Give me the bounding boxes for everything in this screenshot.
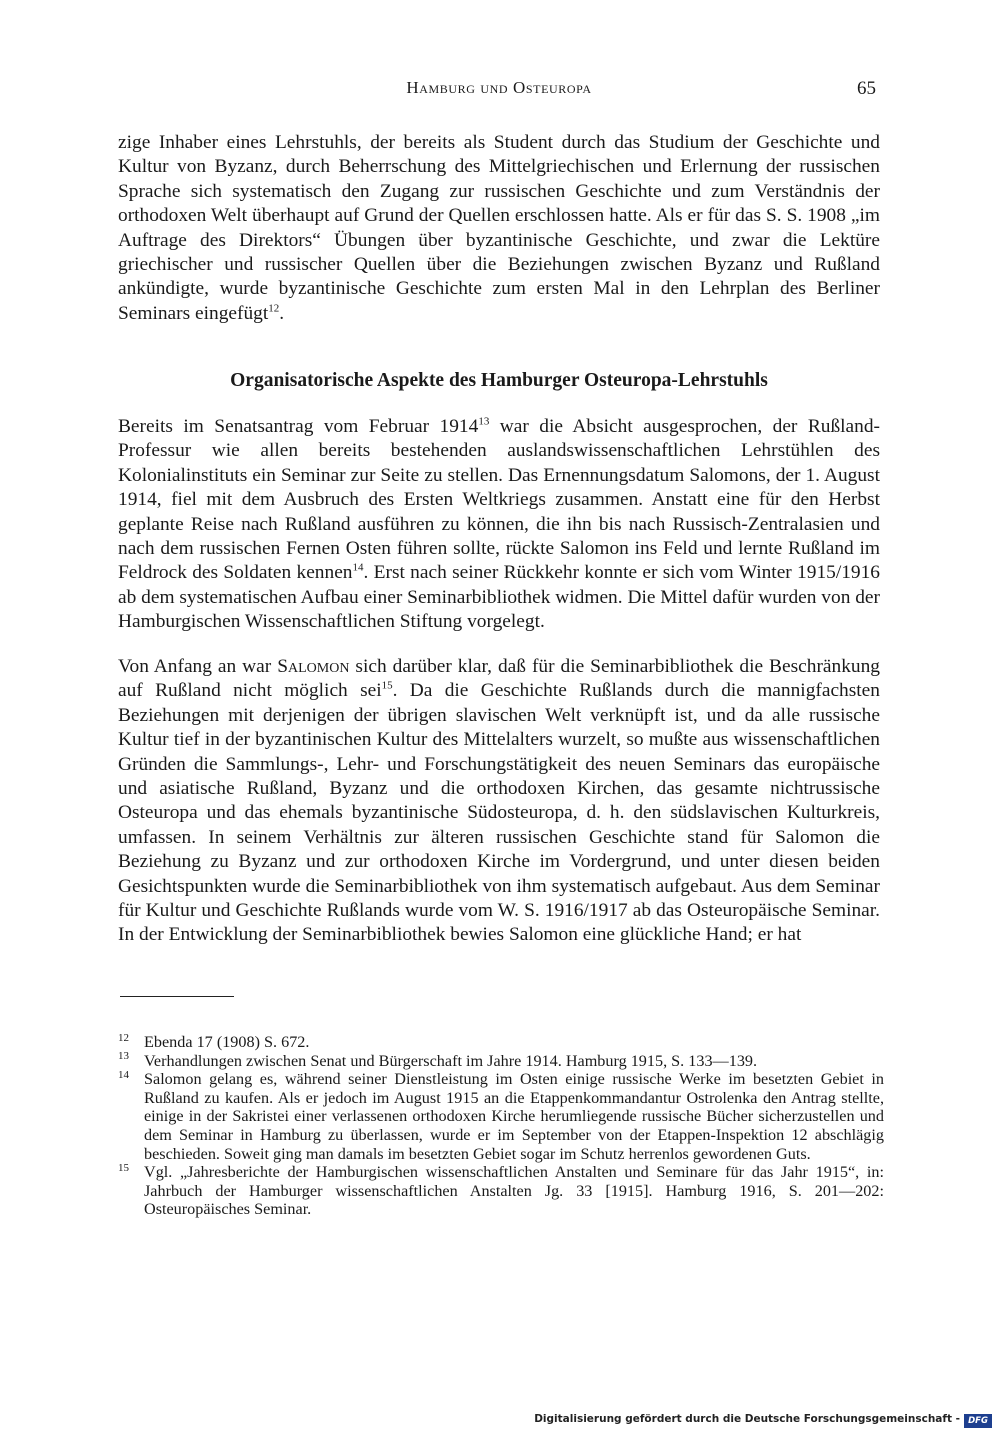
footnote: 13 Verhandlungen zwischen Senat und Bürgerschaft im Jahre 1914. Hamburg 1915, S. 133—139. [118, 1050, 758, 1070]
footnote-ref-12[interactable]: 12 [268, 302, 280, 315]
paragraph-text: . Da die Geschichte Rußlands durch die mannigfachsten Beziehungen mit derjenigen der übrigen slavischen Welt verknüpft ist, und da alle russische Kultur tief in der byzantinischen Kultur des Mittelalters wurzelt, so mußte aus wissenschaftlichen Gründen die Sammlungs-, Lehr- und Forschungstätigkeit des neuen Seminars das europäische und asiatische Rußland, Byzanz und die orthodoxen Kirchen, das gesamte nichtrussische Osteuropa und das ehemals byzantinische Südosteuropa, d. h. den südslavischen Kulturkreis, umfassen. In seinem Verhältnis zur älteren russischen Geschichte stand für Salomon die Beziehung zu Byzanz und zur orthodoxen Kirche im Vordergrund, und unter diesen beiden Gesichtspunkten wurde die Seminarbibliothek von ihm systematisch aufgebaut. Aus dem Seminar für Kultur und Geschichte Rußlands wurde vom W. S. 1916/1917 ab das Osteuropäische Seminar. In der Entwicklung der Seminarbibliothek bewies Salomon eine glückliche Hand; er hat [118, 680, 880, 946]
footnote-ref-13[interactable]: 13 [478, 415, 490, 428]
footnote-text: Ebenda 17 (1908) S. 672. [144, 1033, 310, 1051]
footnote: 12 Ebenda 17 (1908) S. 672. [118, 1031, 310, 1051]
footnote-text: Salomon gelang es, während seiner Dienstleistung im Osten einige russische Werke im besetzten Gebiet in Rußland zu kaufen. Als er jedoch im August 1915 an die Etappenkommandantur Ostrolenka den Antrag stellte, einige in der Sakristei einer verlassenen orthodoxen Kirche herumliegende russische Bücher sicherzustellen und dem Seminar in Hamburg zu überlassen, wurde er im September von der Etappen-Inspektion 12 abschlägig beschieden. Soweit ging man damals im besetzten Gebiet sogar im Schutz herrenlos gewordenen Guts. [144, 1070, 884, 1163]
footnote-text: Verhandlungen zwischen Senat und Bürgerschaft im Jahre 1914. Hamburg 1915, S. 133—139. [144, 1051, 758, 1070]
paragraph-text: Von Anfang an war [118, 656, 278, 677]
footnote-text: Vgl. „Jahresberichte der Hamburgischen wissenschaftlichen Anstalten und Seminare für das Jahr 1915“, in: Jahrbuch der Hamburger wissenschaftlichen Anstalten Jg. 33 [1915]. Hamburg 1916, S. 201—202: Osteuropäisches Seminar. [144, 1163, 884, 1219]
paragraph-text: sich darüber klar, daß für die Seminarbibliothek die Beschränkung auf Rußland nicht möglich sei [118, 656, 880, 702]
paragraph-text: Bereits im Senatsantrag vom Februar 1914 [118, 416, 479, 437]
running-title: Hamburg und Osteuropa [406, 78, 592, 97]
footnote: 14 Salomon gelang es, während seiner Dienstleistung im Osten einige russische Werke im besetzten Gebiet in Rußland zu kaufen. Als er jedoch im August 1915 an die Etappenkommandantur Ostrolenka den Antrag stellte, einige in der Sakristei einer verlassenen orthodoxen Kirche herumliegende russische Bücher sicherzustellen und dem Seminar in Hamburg zu überlassen, wurde er im September von der Etappen-Inspektion 12 abschlägig beschieden. Soweit ging man damals im besetzten Gebiet sogar im Schutz herrenlos gewordenen Guts. [118, 1068, 884, 1163]
footnote-ref-14[interactable]: 14 [352, 561, 364, 574]
paragraph-intro [118, 131, 880, 326]
page-number: 65 [857, 78, 876, 99]
footnotes [118, 1033, 884, 1219]
page-header [118, 78, 880, 108]
paragraph-text: . Erst nach seiner Rückkehr konnte er sich vom Winter 1915/1916 ab dem systematischen Aufbau einer Seminarbibliothek widmen. Die Mittel dafür wurden von der Hamburgischen Wissenschaftlichen Stiftung vorgelegt. [118, 562, 881, 633]
paragraph-text-end: . [279, 302, 285, 324]
footnote: 15 Vgl. „Jahresberichte der Hamburgischen wissenschaftlichen Anstalten und Seminare für das Jahr 1915“, in: Jahrbuch der Hamburger wissenschaftlichen Anstalten Jg. 33 [1915]. Hamburg 1916, S. 201—202: Osteuropäisches Seminar. [118, 1161, 884, 1219]
footnote-ref-15[interactable]: 15 [381, 679, 393, 692]
digitization-credit: Digitalisierung gefördert durch die Deutsche Forschungsgemeinschaft - [534, 1413, 960, 1425]
paragraph-text: war die Absicht ausgesprochen, der Rußland-Professur wie allen bereits bestehenden auslandswissenschaftlichen Lehrstühlen des Kolonialinstituts ein Seminar zur Seite zu stellen. Das Ernennungsdatum Salomons, der 1. August 1914, fiel mit dem Ausbruch des Ersten Weltkriegs zusammen. Anstatt eine für den Herbst geplante Reise nach Rußland ausführen zu können, die ihn bis nach Russisch-Zentralasien und nach dem russischen Fernen Osten führen sollte, rückte Salomon ins Feld und lernte Rußland im Feldrock des Soldaten kennen [118, 416, 881, 584]
dfg-logo: DFG [964, 1414, 992, 1428]
paragraph-senatsantrag [118, 415, 880, 635]
paragraph-seminarbibliothek [118, 655, 880, 948]
section-heading: Organisatorische Aspekte des Hamburger Osteuropa-Lehrstuhls [230, 370, 768, 391]
footnote-divider [120, 996, 234, 997]
paragraph-text: zige Inhaber eines Lehrstuhls, der bereits als Student durch das Studium der Geschichte und Kultur von Byzanz, durch Beherrschung des Mittelgriechischen und Erlernung der russischen Sprache sich systematisch den Zugang zur russischen Geschichte und zum Verständnis der orthodoxen Welt überhaupt auf Grund der Quellen erschlossen hatte. Als er für das S. S. 1908 „im Auftrage des Direktors“ Übungen über byzantinische Geschichte, und zwar die Lektüre griechischer und russischer Quellen über die Beziehungen zwischen Byzanz und Rußland ankündigte, wurde byzantinische Geschichte zum ersten Mal in den Lehrplan des Berliner Seminars eingefügt [118, 132, 880, 324]
person-name: Salomon [277, 656, 350, 677]
